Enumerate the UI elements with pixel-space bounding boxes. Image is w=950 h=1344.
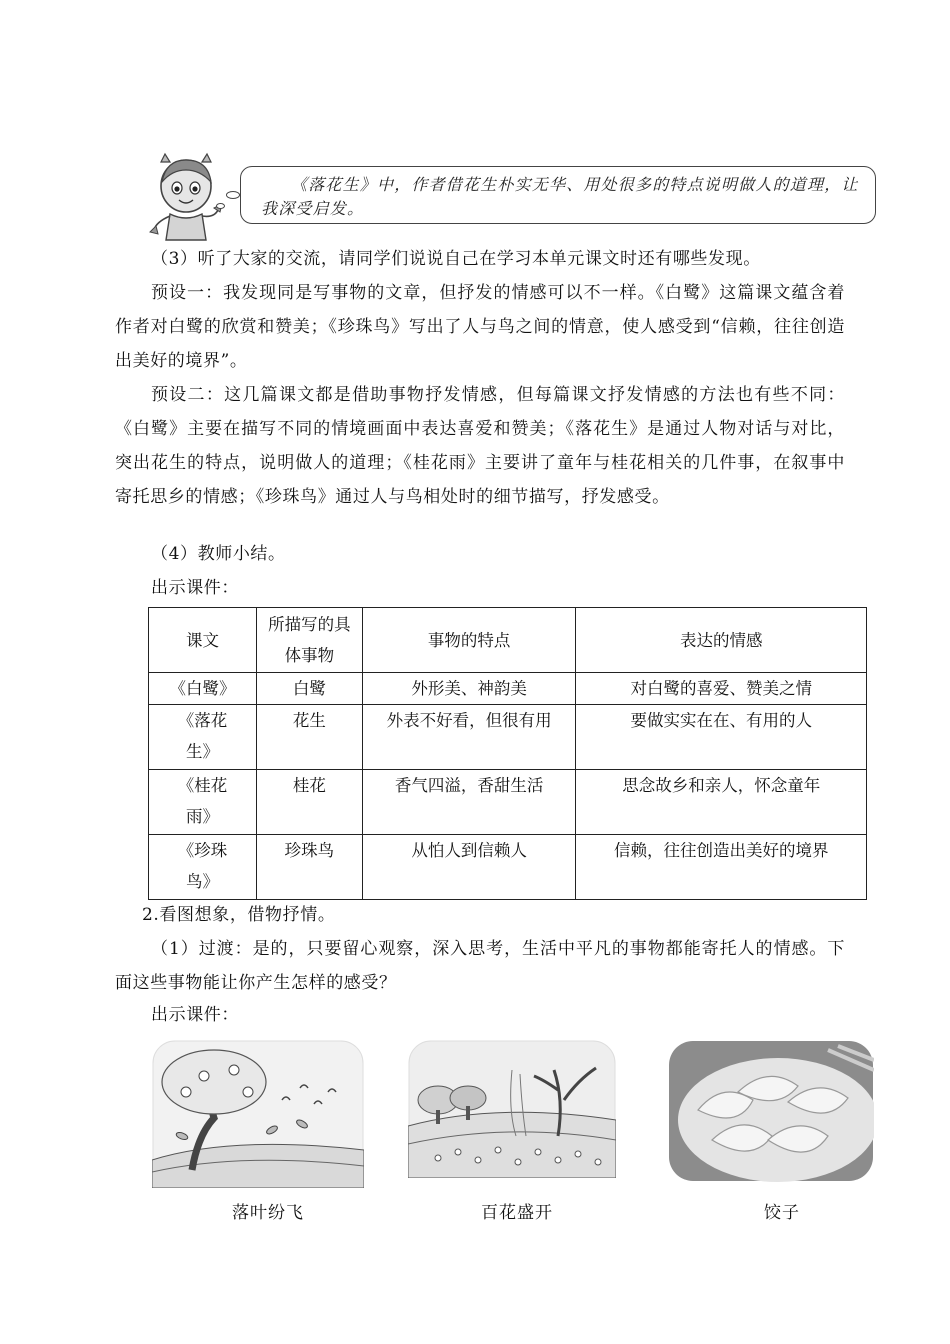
table-cell: 花生 — [256, 705, 362, 770]
table-cell: 从怕人到信赖人 — [362, 835, 576, 900]
paragraph-4: （4）教师小结。 — [151, 544, 286, 564]
section-2-show-courseware: 出示课件： — [151, 1005, 239, 1025]
table-cell: 白鹭 — [256, 673, 362, 705]
table-cell: 桂花 — [256, 770, 362, 835]
paragraph-3: （3）听了大家的交流，请同学们说说自己在学习本单元课文时还有哪些发现。 — [151, 249, 761, 269]
table-cell: 《珍珠鸟》 — [149, 835, 257, 900]
table-header-cell: 课文 — [149, 608, 257, 673]
table-row — [149, 673, 867, 705]
paragraph-preset-1: 预设一：我发现同是写事物的文章，但抒发的情感可以不一样。《白鹭》这篇课文蕴含着作者对白鹭的欣赏和赞美；《珍珠鸟》写出了人与鸟之间的情意，使人感受到“信赖，往往创造出美好的境界”。 — [115, 283, 845, 371]
table-cell: 《落花生》 — [149, 705, 257, 770]
bubble-tail-small — [216, 203, 225, 209]
image-caption: 落叶纷飞 — [232, 1203, 304, 1223]
dumplings-image — [668, 1040, 874, 1182]
speech-bubble-text: 《落花生》中，作者借花生朴实无华、用处很多的特点说明做人的道理，让我深受启发。 — [261, 175, 859, 218]
table-row — [149, 835, 867, 900]
table-cell: 对白鹭的喜爱、赞美之情 — [576, 673, 867, 705]
table-cell: 要做实实在在、有用的人 — [576, 705, 867, 770]
summary-table — [148, 607, 867, 900]
girl-illustration — [148, 152, 228, 244]
falling-leaves-image — [152, 1040, 364, 1188]
table-header-cell: 表达的情感 — [576, 608, 867, 673]
table-cell: 香气四溢，香甜生活 — [362, 770, 576, 835]
table-cell: 信赖，往往创造出美好的境界 — [576, 835, 867, 900]
table-cell: 外形美、神韵美 — [362, 673, 576, 705]
table-row — [149, 770, 867, 835]
speech-bubble — [240, 166, 876, 224]
image-caption: 饺子 — [764, 1203, 800, 1223]
table-cell: 《白鹭》 — [149, 673, 257, 705]
flowers-blooming-image — [408, 1040, 616, 1178]
table-header-cell: 所描写的具体事物 — [256, 608, 362, 673]
table-header-cell: 事物的特点 — [362, 608, 576, 673]
table-header-row — [149, 608, 867, 673]
table-cell: 思念故乡和亲人，怀念童年 — [576, 770, 867, 835]
table-cell: 《桂花雨》 — [149, 770, 257, 835]
table-cell: 外表不好看，但很有用 — [362, 705, 576, 770]
image-caption: 百花盛开 — [481, 1203, 553, 1223]
section-2-transition: （1）过渡：是的，只要留心观察，深入思考，生活中平凡的事物都能寄托人的情感。下面这些事物能让你产生怎样的感受？ — [115, 939, 845, 993]
table-row — [149, 705, 867, 770]
paragraph-show-courseware: 出示课件： — [151, 578, 239, 598]
section-2-heading: 2.看图想象，借物抒情。 — [142, 905, 336, 925]
paragraph-preset-2: 预设二：这几篇课文都是借助事物抒发情感，但每篇课文抒发情感的方法也有些不同：《白鹭》主要在描写不同的情境画面中表达喜爱和赞美；《落花生》是通过人物对话与对比，突出花生的特点，说明做人的道理；《桂花雨》主要讲了童年与桂花相关的几件事，在叙事中寄托思乡的情感；《珍珠鸟》通过人与鸟相处时的细节描写，抒发感受。 — [115, 385, 845, 507]
table-cell: 珍珠鸟 — [256, 835, 362, 900]
bubble-tail — [226, 191, 240, 199]
